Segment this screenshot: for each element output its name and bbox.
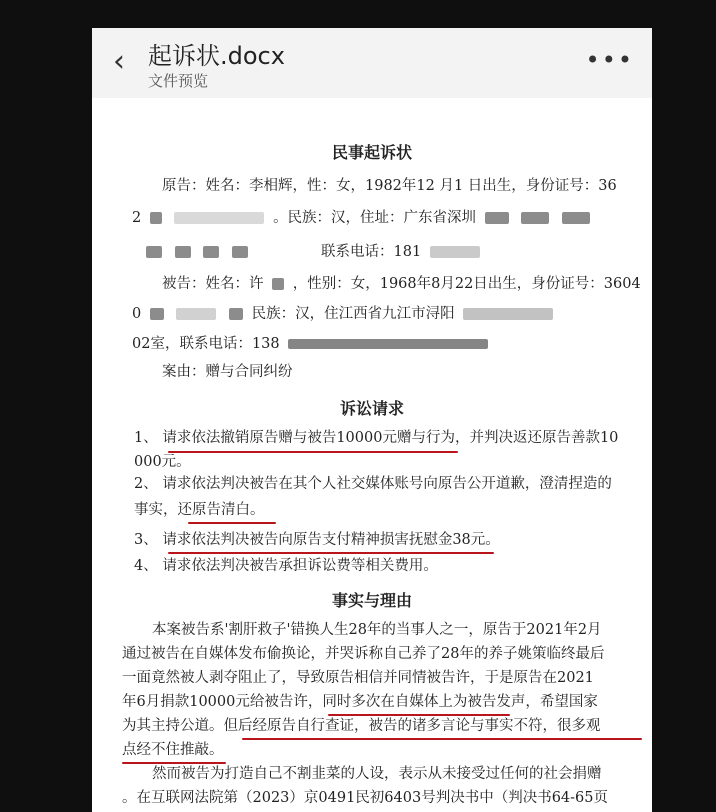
facts-heading: 事实与理由 (331, 591, 412, 610)
redaction-mark (175, 246, 191, 258)
redaction-mark (485, 212, 509, 224)
red-underline (188, 522, 276, 524)
redaction-mark (288, 339, 488, 349)
redaction-mark (272, 278, 284, 290)
request-item-2: 2、 请求依法判决被告在其个人社交媒体账号向原告公开道歉，澄清捏造的 (134, 476, 612, 492)
defendant-line-1: 被告：姓名：许 ，性别：女，1968年8月22日出生，身份证号：3604 (162, 276, 641, 292)
redaction-mark (174, 212, 264, 224)
red-underline (168, 552, 494, 554)
request-item-3: 3、 请求依法判决被告向原告支付精神损害抚慰金38元。 (134, 532, 500, 548)
request-item-4: 4、 请求依法判决被告承担诉讼费等相关费用。 (134, 558, 438, 574)
top-bar (92, 28, 652, 98)
more-dots-icon[interactable]: ••• (585, 46, 634, 74)
redaction-mark (562, 212, 590, 224)
fact-line-8: 。在互联网法院第（2023）京0491民初6403号判决书中（判决书64-65页 (122, 790, 609, 806)
redaction-mark (203, 246, 219, 258)
redaction-mark (430, 246, 480, 258)
red-underline (168, 451, 458, 453)
redaction-mark (150, 308, 164, 320)
redaction-mark (150, 212, 162, 224)
request-item-2-continued: 事实，还原告清白。 (134, 502, 265, 518)
redaction-mark (232, 246, 248, 258)
fact-line-5: 为其主持公道。但后经原告自行查证，被告的诸多言论与事实不符，很多观 (122, 718, 601, 734)
file-title: 起诉状.docx (148, 42, 285, 70)
plaintiff-line-2: 2 。民族：汉，住址：广东省深圳 (132, 208, 594, 228)
document-title: 民事起诉状 (331, 143, 412, 162)
phone-screen (92, 28, 652, 812)
fact-line-4: 年6月捐款10000元给被告许，同时多次在自媒体上为被告发声，希望国家 (122, 694, 598, 710)
request-item-1: 1、 请求依法撤销原告赠与被告10000元赠与行为，并判决返还原告善款10 (134, 430, 619, 446)
case-cause: 案由：赠与合同纠纷 (162, 364, 293, 380)
plaintiff-line-3: 联系电话：181 (142, 242, 484, 262)
file-preview-subtitle: 文件预览 (148, 72, 209, 90)
request-item-1-continued: 000元。 (134, 454, 191, 470)
fact-line-1: 本案被告系'割肝救子'错换人生28年的当事人之一，原告于2021年2月 (152, 622, 602, 638)
chevron-left-icon[interactable]: ‹ (113, 44, 125, 79)
fact-line-2: 通过被告在自媒体发布偷换论，并哭诉称自己养了28年的养子姚策临终最后 (122, 646, 605, 662)
redaction-mark (146, 246, 162, 258)
fact-line-6: 点经不住推敲。 (122, 742, 224, 758)
redaction-mark (463, 308, 553, 320)
fact-line-3: 一面竟然被人剥夺阻止了，导致原告相信并同情被告许，于是原告在2021 (122, 670, 594, 686)
redaction-mark (229, 308, 243, 320)
plaintiff-line-1: 原告：姓名：李相辉，性：女，1982年12 月1 日出生，身份证号：36 (162, 178, 617, 194)
request-heading: 诉讼请求 (339, 399, 404, 418)
defendant-line-3: 02室，联系电话：138 (132, 334, 492, 354)
redaction-mark (176, 308, 216, 320)
redaction-mark (521, 212, 549, 224)
red-underline (242, 738, 642, 740)
fact-line-7: 然而被告为打造自己不割韭菜的人设，表示从未接受过任何的社会捐赠 (152, 766, 602, 782)
document-preview[interactable] (92, 98, 652, 812)
defendant-line-2: 0 民族：汉，住江西省九江市浔阳 (132, 304, 557, 324)
